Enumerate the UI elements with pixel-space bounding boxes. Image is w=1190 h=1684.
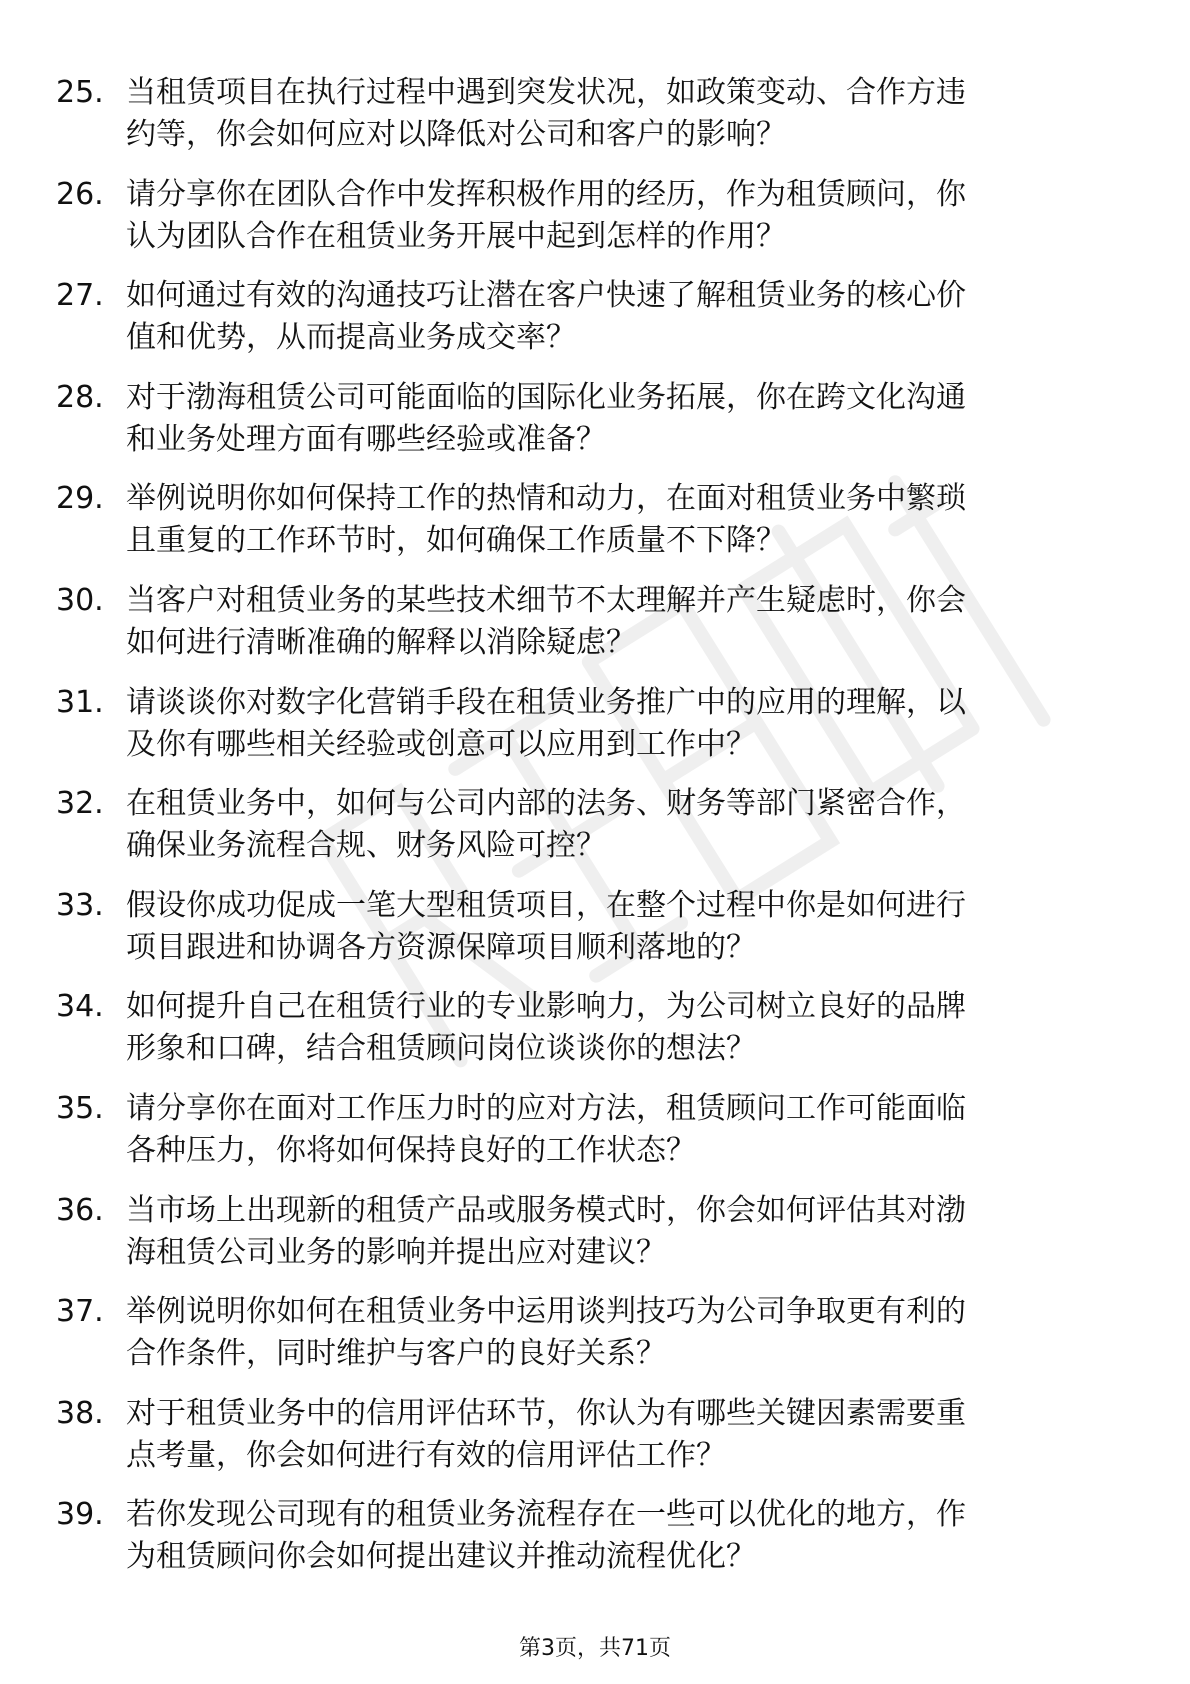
question-text: 若你发现公司现有的租赁业务流程存在一些可以优化的地方，作 为租赁顾问你会如何提出建议并推动流程优化？ bbox=[126, 1497, 966, 1575]
question-text: 对于租赁业务中的信用评估环节，你认为有哪些关键因素需要重 点考量，你会如何进行有效的信用评估工作？ bbox=[126, 1395, 966, 1473]
question-item bbox=[56, 1393, 1136, 1477]
question-list bbox=[56, 72, 1136, 1596]
question-item bbox=[56, 885, 1136, 969]
question-number: 32. bbox=[56, 786, 104, 822]
question-item bbox=[56, 174, 1136, 258]
question-number: 34. bbox=[56, 989, 104, 1025]
question-number: 28. bbox=[56, 379, 104, 415]
question-text: 请谈谈你对数字化营销手段在租赁业务推广中的应用的理解，以 及你有哪些相关经验或创意可以应用到工作中？ bbox=[126, 684, 966, 762]
question-text: 在租赁业务中，如何与公司内部的法务、财务等部门紧密合作， 确保业务流程合规、财务风险可控？ bbox=[126, 786, 966, 864]
question-item bbox=[56, 1088, 1136, 1172]
question-item bbox=[56, 1190, 1136, 1274]
question-text: 当租赁项目在执行过程中遇到突发状况，如政策变动、合作方违 约等，你会如何应对以降低对公司和客户的影响？ bbox=[126, 75, 966, 152]
question-text: 举例说明你如何在租赁业务中运用谈判技巧为公司争取更有利的 合作条件，同时维护与客户的良好关系？ bbox=[126, 1294, 966, 1372]
question-text: 请分享你在面对工作压力时的应对方法，租赁顾问工作可能面临 各种压力，你将如何保持良好的工作状态？ bbox=[126, 1090, 966, 1168]
question-number: 39. bbox=[56, 1497, 104, 1533]
question-item bbox=[56, 1494, 1136, 1578]
question-item bbox=[56, 275, 1136, 359]
question-text: 如何通过有效的沟通技巧让潜在客户快速了解租赁业务的核心价 值和优势，从而提高业务成交率？ bbox=[126, 278, 966, 356]
question-number: 37. bbox=[56, 1294, 104, 1330]
question-number: 26. bbox=[56, 176, 104, 212]
question-item bbox=[56, 580, 1136, 664]
question-number: 29. bbox=[56, 481, 104, 517]
question-item bbox=[56, 72, 1136, 156]
question-item bbox=[56, 478, 1136, 562]
question-number: 35. bbox=[56, 1090, 104, 1126]
question-text: 如何提升自己在租赁行业的专业影响力，为公司树立良好的品牌 形象和口碑，结合租赁顾问岗位谈谈你的想法？ bbox=[126, 989, 966, 1067]
question-number: 33. bbox=[56, 887, 104, 923]
question-text: 请分享你在团队合作中发挥积极作用的经历，作为租赁顾问，你 认为团队合作在租赁业务开展中起到怎样的作用？ bbox=[126, 176, 966, 254]
question-number: 31. bbox=[56, 684, 104, 720]
question-number: 36. bbox=[56, 1192, 104, 1228]
question-number: 38. bbox=[56, 1395, 104, 1431]
question-text: 当市场上出现新的租赁产品或服务模式时，你会如何评估其对渤 海租赁公司业务的影响并提出应对建议？ bbox=[126, 1192, 966, 1270]
question-text: 对于渤海租赁公司可能面临的国际化业务拓展，你在跨文化沟通 和业务处理方面有哪些经验或准备？ bbox=[126, 379, 966, 457]
question-number: 27. bbox=[56, 278, 104, 314]
question-item bbox=[56, 1291, 1136, 1375]
question-item bbox=[56, 986, 1136, 1070]
question-number: 30. bbox=[56, 582, 104, 618]
question-item bbox=[56, 377, 1136, 461]
question-number: 25. bbox=[56, 75, 104, 110]
question-item bbox=[56, 682, 1136, 766]
page-footer: 第3页，共71页 bbox=[519, 1636, 671, 1661]
question-text: 当客户对租赁业务的某些技术细节不太理解并产生疑虑时，你会 如何进行清晰准确的解释以消除疑虑？ bbox=[126, 582, 966, 660]
question-item bbox=[56, 783, 1136, 867]
question-text: 举例说明你如何保持工作的热情和动力，在面对租赁业务中繁琐 且重复的工作环节时，如何确保工作质量不下降？ bbox=[126, 481, 966, 559]
question-text: 假设你成功促成一笔大型租赁项目，在整个过程中你是如何进行 项目跟进和协调各方资源保障项目顺利落地的？ bbox=[126, 887, 966, 965]
